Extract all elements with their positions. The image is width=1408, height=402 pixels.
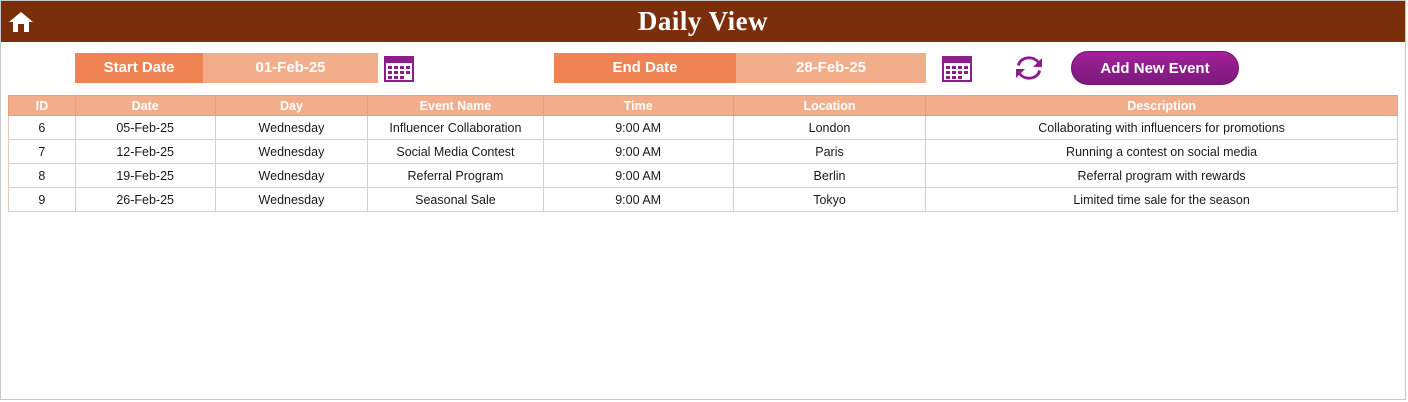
column-header-day[interactable]: Day	[215, 96, 368, 116]
cell-day: Wednesday	[215, 164, 368, 188]
column-header-date[interactable]: Date	[75, 96, 215, 116]
cell-event: Seasonal Sale	[368, 188, 543, 212]
empty-canvas	[1, 212, 1405, 387]
cell-location: Berlin	[733, 164, 925, 188]
cell-location: Tokyo	[733, 188, 925, 212]
cell-time: 9:00 AM	[543, 164, 733, 188]
cell-id: 9	[9, 188, 76, 212]
cell-date: 05-Feb-25	[75, 116, 215, 140]
cell-description: Limited time sale for the season	[926, 188, 1398, 212]
cell-description: Referral program with rewards	[926, 164, 1398, 188]
column-header-description[interactable]: Description	[926, 96, 1398, 116]
table-row[interactable]	[9, 116, 1398, 140]
end-date-input[interactable]: 28-Feb-25	[736, 53, 926, 83]
cell-id: 6	[9, 116, 76, 140]
add-new-event-button[interactable]: Add New Event	[1071, 51, 1239, 85]
cell-time: 9:00 AM	[543, 140, 733, 164]
cell-event: Social Media Contest	[368, 140, 543, 164]
toolbar	[1, 42, 1405, 95]
column-header-time[interactable]: Time	[543, 96, 733, 116]
column-header-location[interactable]: Location	[733, 96, 925, 116]
cell-date: 26-Feb-25	[75, 188, 215, 212]
cell-time: 9:00 AM	[543, 116, 733, 140]
start-date-calendar-button[interactable]	[382, 53, 416, 83]
column-header-event-name[interactable]: Event Name	[368, 96, 543, 116]
page-title: Daily View	[637, 6, 769, 36]
table-header-row	[9, 96, 1398, 116]
cell-day: Wednesday	[215, 116, 368, 140]
cell-location: Paris	[733, 140, 925, 164]
calendar-icon	[940, 53, 974, 83]
column-header-id[interactable]: ID	[9, 96, 76, 116]
table-row[interactable]	[9, 188, 1398, 212]
cell-description: Collaborating with influencers for promotions	[926, 116, 1398, 140]
cell-location: London	[733, 116, 925, 140]
events-table	[8, 95, 1398, 212]
start-date-input[interactable]: 01-Feb-25	[203, 53, 378, 83]
cell-day: Wednesday	[215, 188, 368, 212]
start-date-label: Start Date	[75, 53, 203, 83]
table-row[interactable]	[9, 164, 1398, 188]
title-bar	[1, 1, 1405, 42]
refresh-button[interactable]	[1009, 52, 1049, 84]
cell-time: 9:00 AM	[543, 188, 733, 212]
cell-description: Running a contest on social media	[926, 140, 1398, 164]
cell-id: 7	[9, 140, 76, 164]
calendar-icon	[382, 53, 416, 83]
cell-date: 19-Feb-25	[75, 164, 215, 188]
cell-day: Wednesday	[215, 140, 368, 164]
cell-event: Referral Program	[368, 164, 543, 188]
table-row[interactable]	[9, 140, 1398, 164]
cell-date: 12-Feb-25	[75, 140, 215, 164]
cell-event: Influencer Collaboration	[368, 116, 543, 140]
end-date-label: End Date	[554, 53, 736, 83]
refresh-icon	[1009, 52, 1049, 84]
end-date-calendar-button[interactable]	[940, 53, 974, 83]
cell-id: 8	[9, 164, 76, 188]
